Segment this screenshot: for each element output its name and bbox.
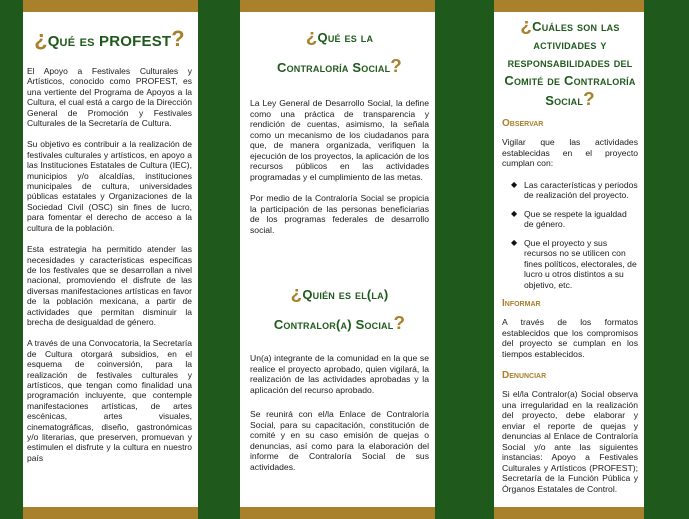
paragraph: A través de una Convocatoria, la Secretaría de Cultura otorgará subsidios, en el esquema de coinversión, para la realización de festivales culturales y artísticos, que tengan como finalidad una programación incluyente, que contemple manifestaciones artísticas, de artes escénicas, artes visuales, cinematográficas, diseño, gastronómicas y/o literarias, que preserven, promuevan y estimulen el disfrute y la cultura en nuestro país (27, 338, 192, 463)
paragraph: A través de los formatos establecidos que los compromisos del proyecto se cumplan en los tiempos establecidos. (502, 317, 638, 359)
list-item: ◆ Las características y periodos de realización del proyecto. (524, 180, 638, 201)
paragraph: Su objetivo es contribuir a la realización de festivales culturales y artísticos, en apoyo a las Instituciones Estatales de Cultura (IEC), municipios y/o alcaldías, instituciones municipales de cultura, universidades públicas estatales y Organizaciones de la Sociedad Civil (OSC) sin fines de lucro, para fomentar el derecho de acceso a la cultura de la población. (27, 139, 192, 233)
gold-bar-bottom-1 (23, 507, 198, 519)
gold-bar-bottom-2 (240, 507, 435, 519)
paragraph: La Ley General de Desarrollo Social, la define como una práctica de transparencia y rendición de cuentas, asimismo, la señala como un mecanismo de los ciudadanos para que, de manera organizada, verifiquen la ejecución de los proyectos, la aplicación de los recursos públicos en las actividades programadas y el cumplimiento de las metas. (250, 98, 429, 182)
gold-bar-bottom-3 (494, 507, 644, 519)
paragraph: Un(a) integrante de la comunidad en la que se realice el proyecto aprobado, quien vigilará, la realización de las actividades aprobadas y la aplicación del recurso aprobado. (250, 353, 429, 395)
paragraph: Vigilar que las actividades establecidas en el proyecto cumplan con: (502, 137, 638, 168)
list-item: ◆ Que se respete la igualdad de género. (524, 209, 638, 230)
panel-subtitle: ¿Quién es el(la) Contralor(a) Social? (273, 282, 406, 333)
green-band-right (644, 0, 689, 519)
gold-bar-top-3 (494, 0, 644, 12)
list-item: ◆ Que el proyecto y sus recursos no se utilicen con fines políticos, electorales, de lucro u otros distintos a su objetivo, etc. (524, 238, 638, 291)
gold-bar-top-2 (240, 0, 435, 12)
panel-actividades (494, 12, 644, 507)
green-band-left (0, 0, 23, 519)
section-heading-observar: Observar (502, 118, 544, 129)
title-text: Qué es PROFEST (47, 33, 172, 50)
paragraph: Esta estrategia ha permitido atender las necesidades y características específicas de los festivales que se desarrollan a nivel nacional, promoviendo el disfrute de las diversas manifestaciones artísticas en favor de la población mexicana, a partir de actividades que permitan disminuir la brecha de desigualdad de género. (27, 244, 192, 327)
observar-list (502, 180, 638, 291)
panel-title: ¿Qué es la Contraloría Social? (277, 25, 402, 76)
section-heading-denunciar: Denunciar (502, 370, 547, 381)
panel-title: ¿Cuáles son las actividades y responsabilidades del Comité de Contraloría Social? (504, 14, 636, 109)
paragraph: El Apoyo a Festivales Culturales y Artísticos, conocido como PROFEST, es una vertiente del Programa de Apoyos a la Cultura, el cual está a cargo de la Dirección General de Promoción y Festivales Culturales de la Secretaría de Cultura. (27, 66, 192, 129)
green-band-mid-right (435, 0, 494, 519)
panel-contraloria (240, 12, 435, 507)
gold-bar-top-1 (23, 0, 198, 12)
paragraph: Por medio de la Contraloría Social se propicia la participación de las personas beneficiarias de los programas federales de desarrollo social. (250, 193, 429, 235)
panel-profest (23, 12, 198, 507)
paragraph: Se reunirá con el/la Enlace de Contraloría Social, para su capacitación, constitución de comité y en su caso emisión de quejas o denuncias, así como para la elaboración del informe de Contraloría Social de sus actividades. (250, 409, 429, 472)
green-band-mid-left (198, 0, 240, 519)
section-heading-informar: Informar (502, 298, 541, 309)
panel-title: ¿Qué es PROFEST? (34, 26, 185, 51)
paragraph: Si el/la Contralor(a) Social observa una irregularidad en la realización del proyecto, debe elaborar y enviar el reporte de quejas y denuncias al Enlace de Contraloría Social y/o ante las siguientes instancias: Apoyo a Festivales Culturales y Artísticos (PROFEST); Secretaría de la Función Pública y Órganos Estatales de Control. (502, 389, 638, 494)
